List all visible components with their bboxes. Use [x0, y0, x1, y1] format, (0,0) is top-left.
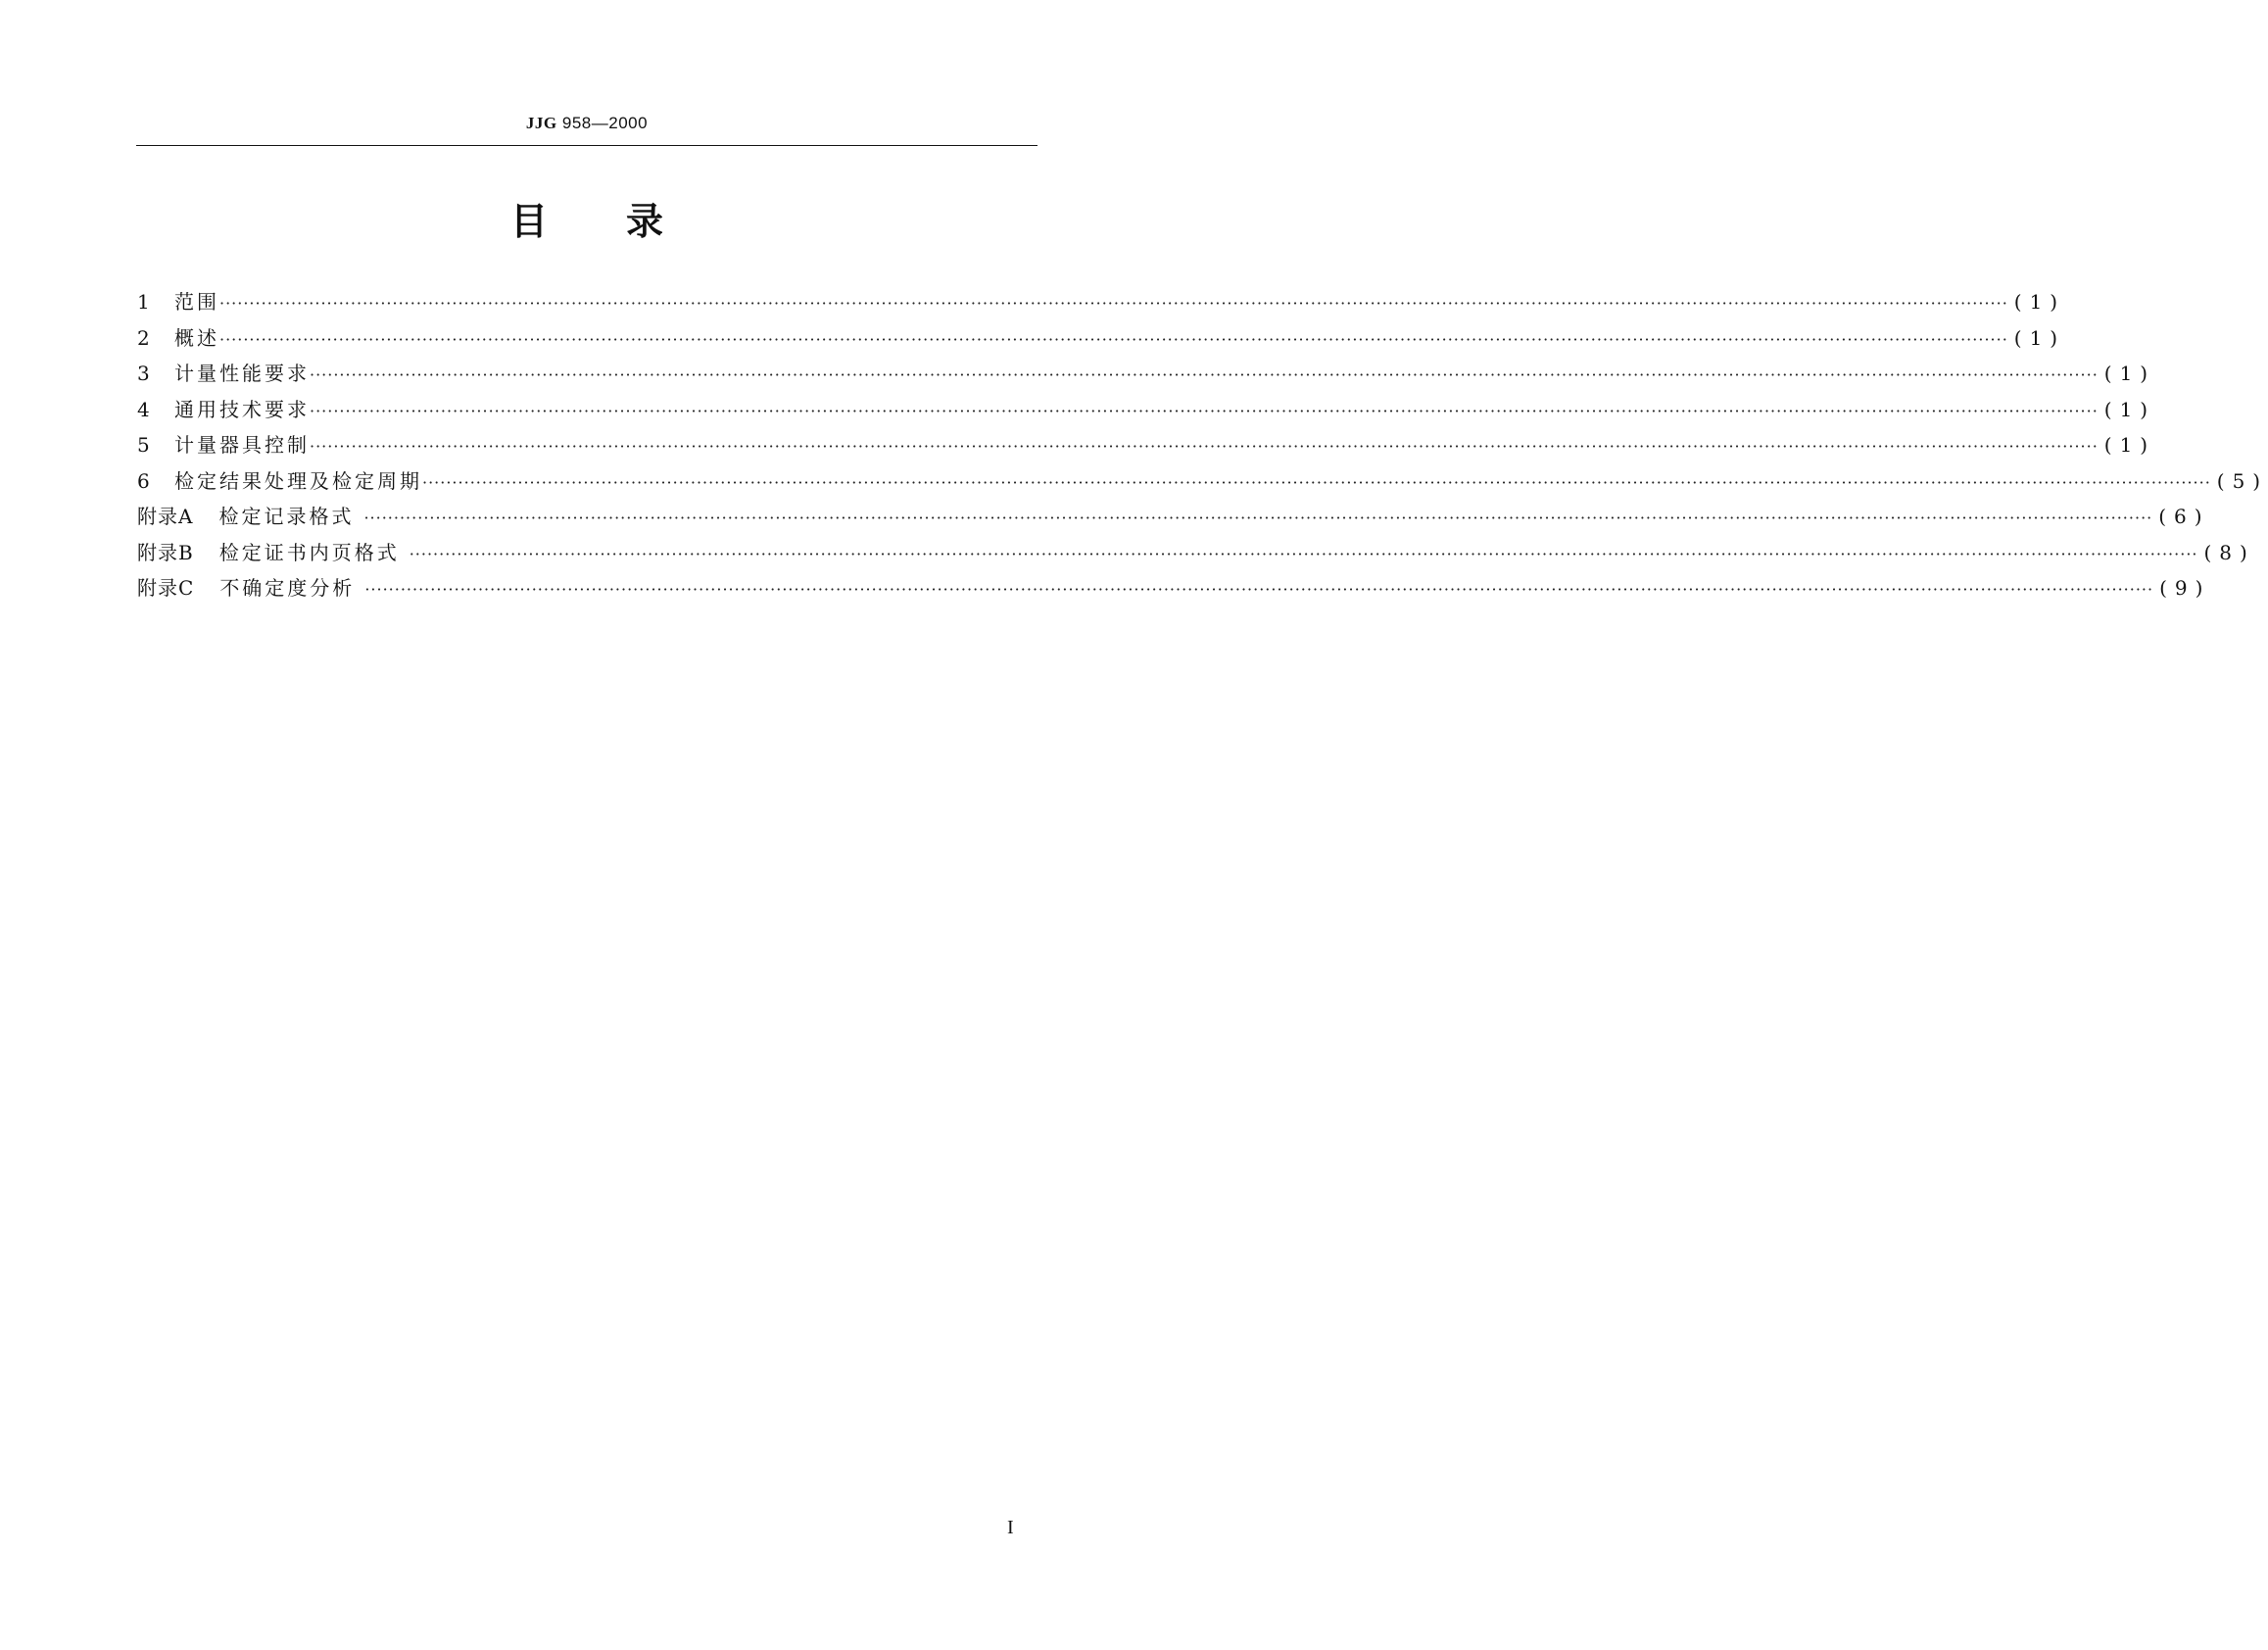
toc-entry-number: 3	[137, 362, 150, 385]
toc-entry-number: 5	[137, 433, 150, 457]
running-header	[136, 114, 1037, 133]
toc-entry-appendix-b[interactable]	[137, 535, 2255, 571]
toc-entry-page: (6)	[2158, 505, 2210, 528]
toc-entry[interactable]	[137, 463, 2268, 500]
toc-entry-page: (1)	[2103, 433, 2156, 457]
toc-entry-number: 附录C	[137, 576, 195, 600]
toc-entry-page: (1)	[2013, 290, 2066, 314]
toc-entry-number: 6	[137, 468, 150, 493]
toc-entry-title: 范围	[174, 290, 219, 314]
standard-code-number: 958—2000	[561, 114, 649, 132]
toc-entry-appendix-a[interactable]	[137, 499, 2210, 535]
toc-entry-page: (1)	[2103, 362, 2156, 385]
toc-entry-page: (5)	[2216, 468, 2268, 493]
toc-dot-leader: ············································································································································································································································································································	[310, 437, 2099, 456]
toc-entry[interactable]	[137, 392, 2156, 428]
table-of-contents	[137, 284, 2268, 607]
toc-entry[interactable]	[137, 284, 2066, 320]
page-number: I	[1007, 1517, 1014, 1538]
toc-entry-title: 计量性能要求	[174, 362, 310, 385]
toc-entry-title: 通用技术要求	[174, 397, 310, 421]
toc-entry[interactable]	[137, 320, 2066, 357]
toc-entry[interactable]	[137, 427, 2156, 463]
toc-entry-number: 附录B	[137, 540, 194, 564]
header-rule	[136, 145, 1037, 146]
toc-entry-appendix-c[interactable]	[137, 570, 2211, 607]
toc-dot-leader: ············································································································································································································································································································	[364, 580, 2154, 599]
toc-entry-title: 检定结果处理及检定周期	[174, 468, 422, 493]
page-title	[136, 198, 1037, 245]
toc-entry[interactable]	[137, 356, 2156, 392]
toc-dot-leader: ············································································································································································································································································································	[422, 472, 2211, 492]
toc-entry-number: 4	[137, 397, 150, 421]
toc-entry-page: (1)	[2013, 325, 2066, 350]
standard-code-prefix: JJG	[525, 114, 557, 132]
toc-entry-title: 计量器具控制	[174, 433, 310, 457]
toc-entry-number: 附录A	[137, 505, 194, 528]
toc-entry-page: (9)	[2159, 576, 2211, 600]
toc-entry-title: 概述	[174, 325, 219, 350]
toc-entry-page: (1)	[2103, 397, 2156, 421]
toc-entry-title: 不确定度分析	[219, 576, 356, 600]
title-char-2: 录	[626, 200, 664, 243]
toc-entry-title: 检定记录格式	[218, 505, 355, 528]
toc-dot-leader: ············································································································································································································································································································	[219, 329, 2008, 349]
title-char-1: 目	[509, 200, 548, 243]
toc-entry-number: 2	[137, 325, 150, 350]
toc-dot-leader: ············································································································································································································································································································	[310, 365, 2099, 384]
toc-dot-leader: ············································································································································································································································································································	[219, 294, 2008, 313]
toc-entry-page: (8)	[2203, 540, 2255, 564]
toc-dot-leader: ············································································································································································································································································································	[363, 509, 2153, 527]
toc-dot-leader: ············································································································································································································································································································	[409, 544, 2198, 563]
toc-dot-leader: ············································································································································································································································································································	[310, 401, 2099, 420]
toc-entry-title: 检定证书内页格式	[218, 540, 400, 564]
toc-entry-number: 1	[137, 290, 150, 314]
